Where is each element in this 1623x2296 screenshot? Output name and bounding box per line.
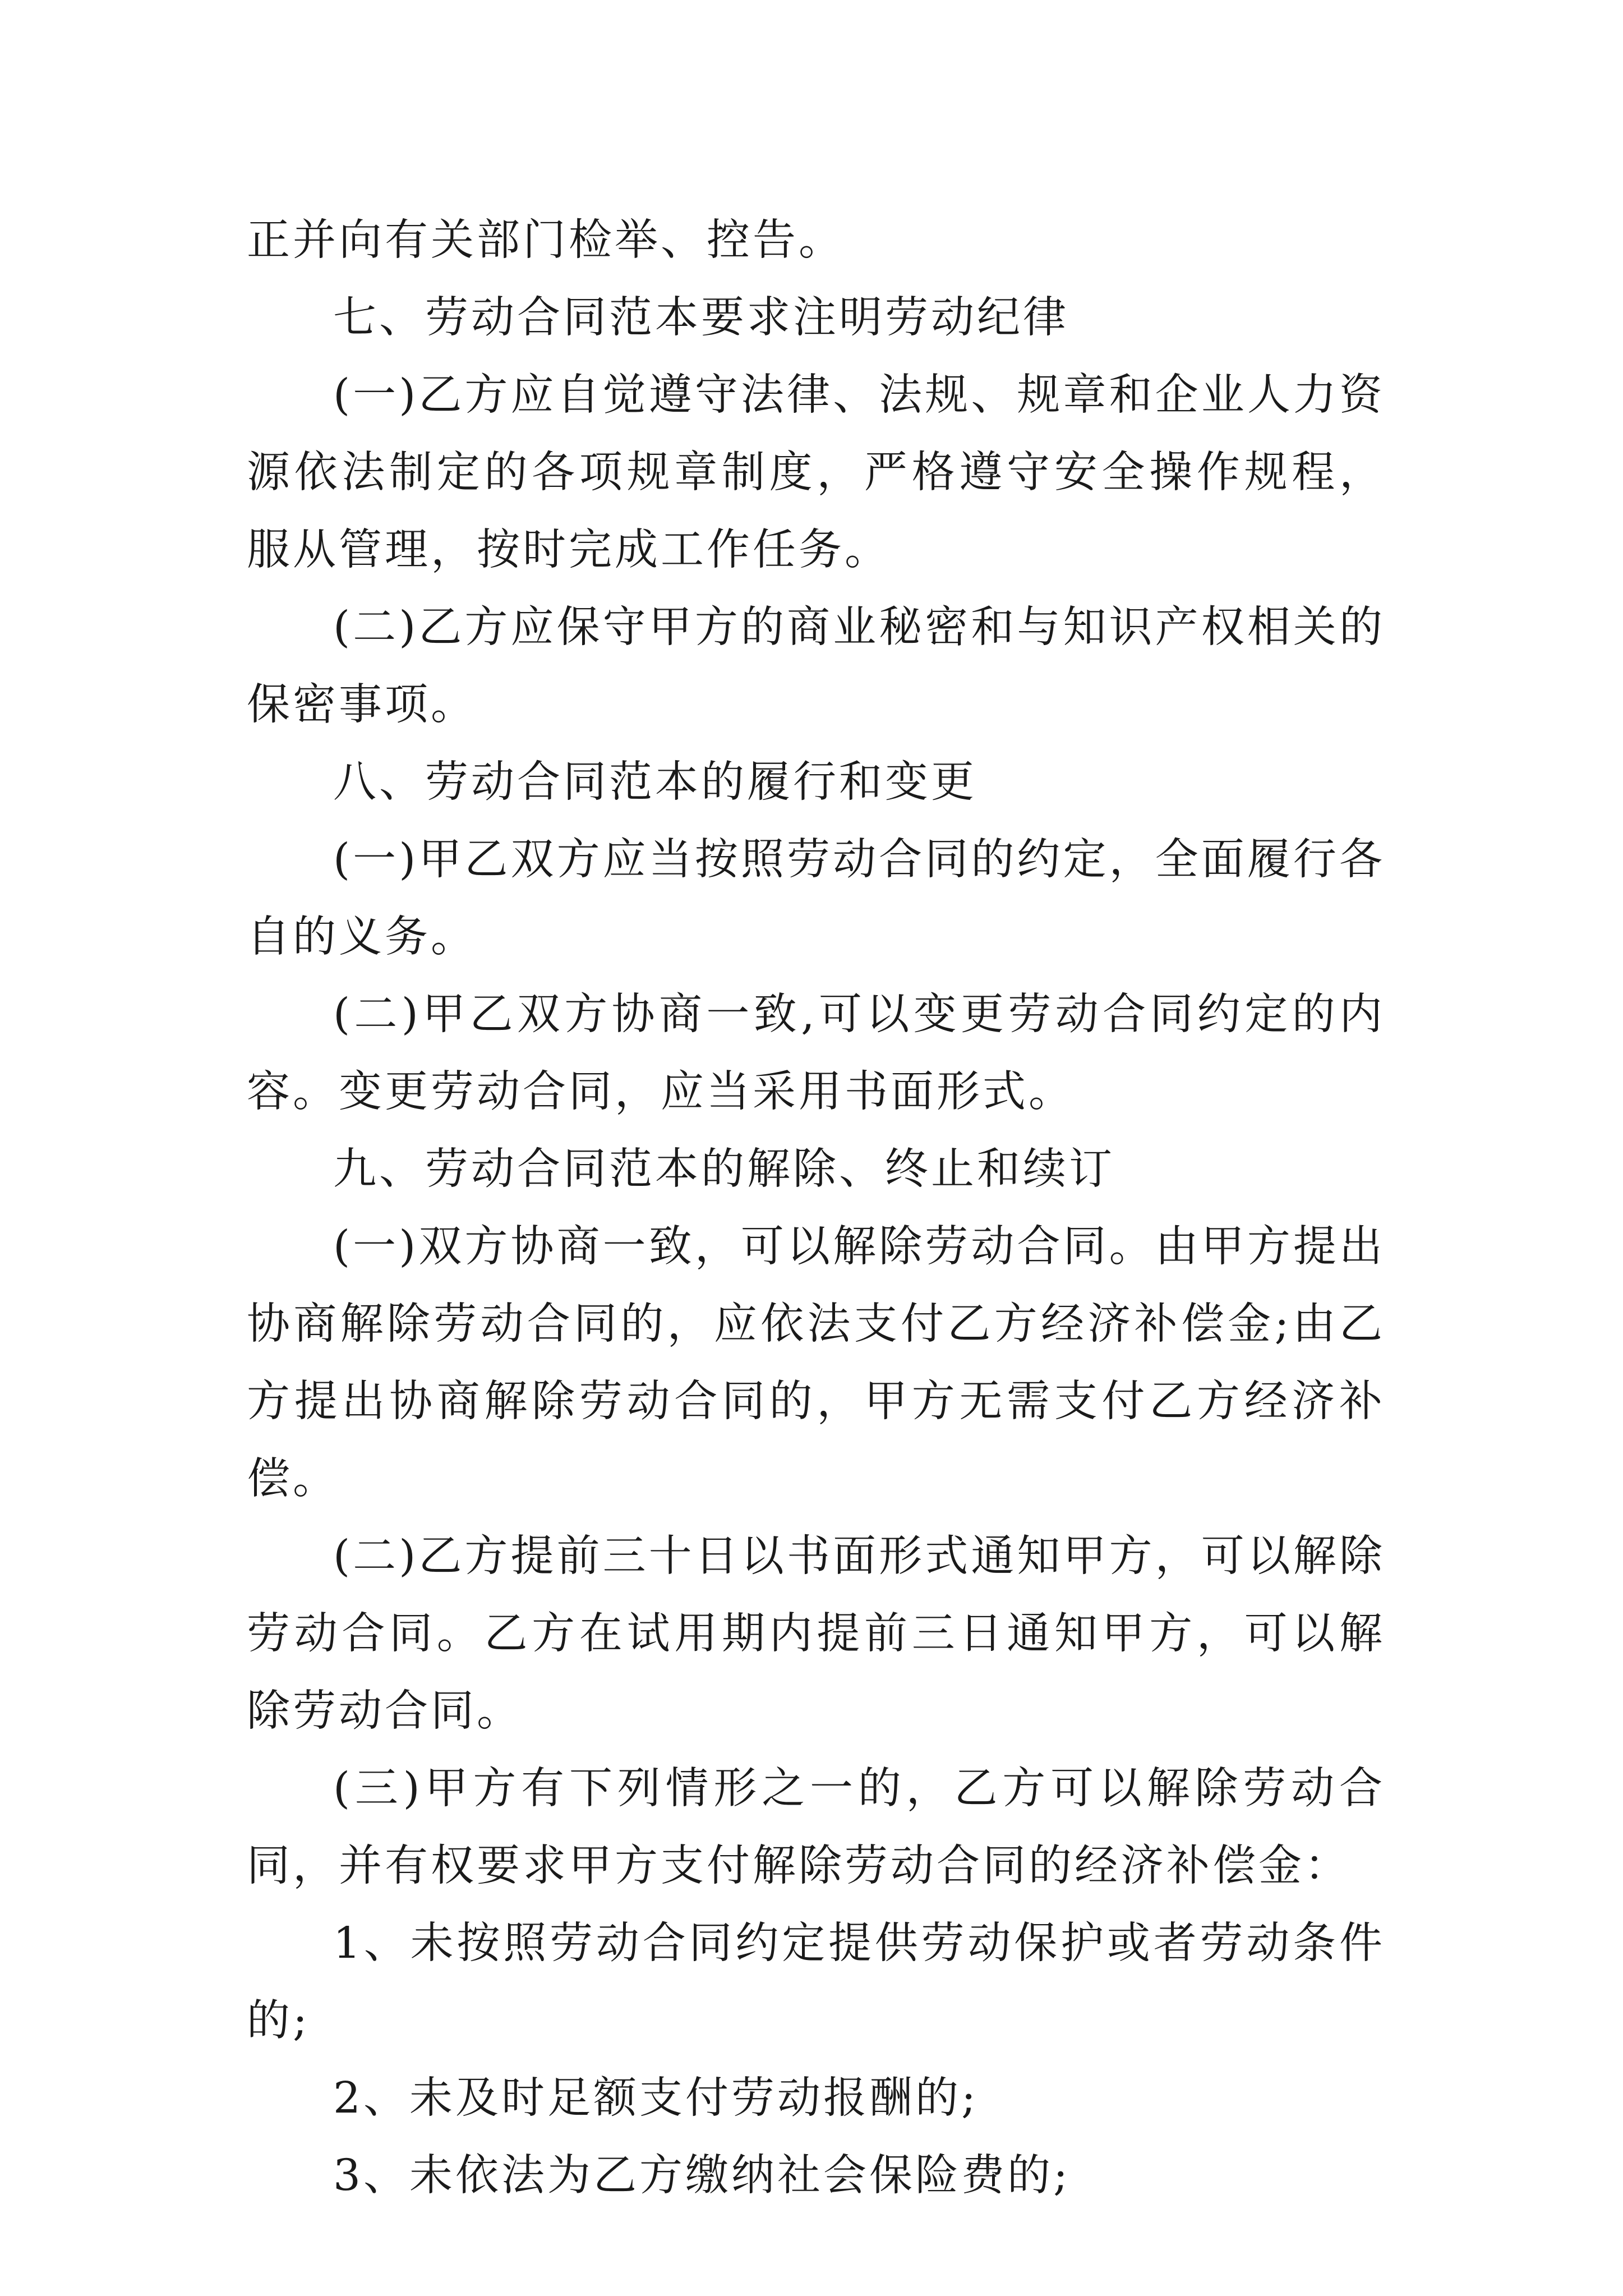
paragraph-continuation: 正并向有关部门检举、控告。 (247, 215, 845, 265)
section-heading-7: 七、劳动合同范本要求注明劳动纪律 (333, 293, 1069, 343)
list-item-2: 2、未及时足额支付劳动报酬的; (333, 2073, 979, 2123)
paragraph-8-2: (二)甲乙双方协商一致,可以变更劳动合同约定的内容。变更劳动合同，应当采用书面形式。 (247, 990, 1385, 1117)
paragraph-9-2: (二)乙方提前三十日以书面形式通知甲方，可以解除劳动合同。乙方在试用期内提前三日通知甲方，可以解除劳动合同。 (247, 1531, 1385, 1736)
list-item-3: 3、未依法为乙方缴纳社会保险费的; (333, 2151, 1071, 2201)
paragraph-7-1: (一)乙方应自觉遵守法律、法规、规章和企业人力资源依法制定的各项规章制度，严格遵守安全操作规程，服从管理，按时完成工作任务。 (247, 370, 1385, 575)
paragraph-9-1: (一)双方协商一致，可以解除劳动合同。由甲方提出协商解除劳动合同的，应依法支付乙方经济补偿金;由乙方提出协商解除劳动合同的，甲方无需支付乙方经济补偿。 (247, 1222, 1385, 1504)
section-heading-8: 八、劳动合同范本的履行和变更 (333, 757, 977, 807)
paragraph-7-2: (二)乙方应保守甲方的商业秘密和与知识产权相关的保密事项。 (247, 602, 1385, 730)
paragraph-9-3: (三)甲方有下列情形之一的，乙方可以解除劳动合同，并有权要求甲方支付解除劳动合同的经济补偿金： (247, 1764, 1385, 1891)
section-heading-9: 九、劳动合同范本的解除、终止和续订 (333, 1144, 1115, 1194)
document-body (247, 202, 1385, 2215)
paragraph-8-1: (一)甲乙双方应当按照劳动合同的约定，全面履行各自的义务。 (247, 835, 1385, 962)
list-item-1: 1、未按照劳动合同约定提供劳动保护或者劳动条件的; (247, 1918, 1385, 2046)
